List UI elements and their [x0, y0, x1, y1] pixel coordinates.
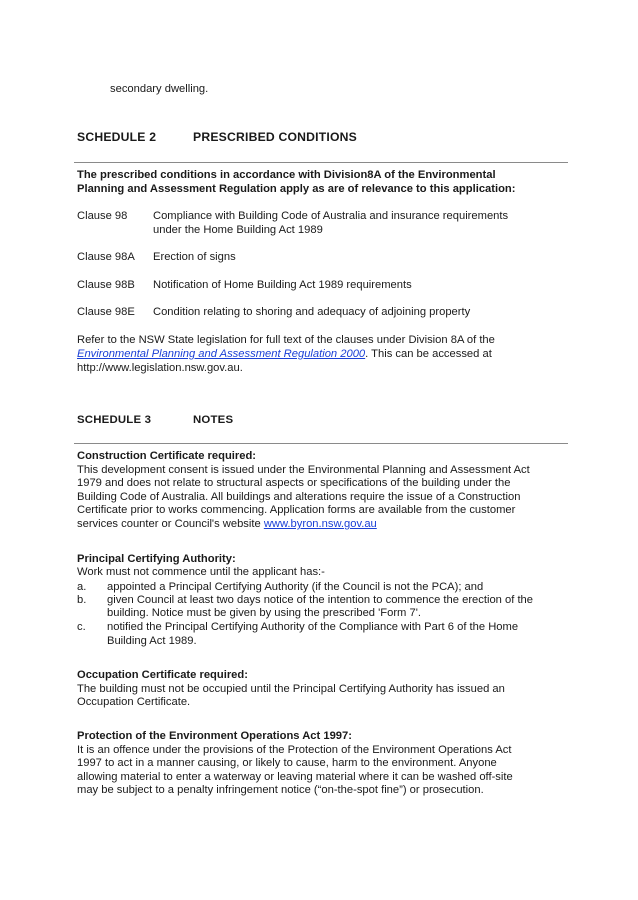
- list-marker: c.: [77, 621, 86, 633]
- clause-number: Clause 98B: [77, 279, 135, 291]
- schedule-3-number: SCHEDULE 3: [77, 414, 152, 426]
- clause-text: under the Home Building Act 1989: [153, 224, 323, 236]
- pca-heading: Principal Certifying Authority:: [77, 553, 236, 565]
- schedule-2-number: SCHEDULE 2: [77, 130, 157, 144]
- clause-text: Erection of signs: [153, 251, 236, 263]
- clause-number: Clause 98: [77, 210, 128, 222]
- council-website-link[interactable]: www.byron.nsw.gov.au: [263, 518, 377, 530]
- clause-text: Condition relating to shoring and adequacy of adjoining property: [153, 306, 471, 318]
- list-marker: a.: [77, 581, 87, 593]
- refer-text-suffix: . This can be accessed at: [365, 348, 492, 360]
- construction-line: 1979 and does not relate to structural aspects or specifications of the building under the: [77, 477, 511, 489]
- occupation-line: The building must not be occupied until the Principal Certifying Authority has issued an: [77, 683, 505, 695]
- clause-text: Compliance with Building Code of Australia and insurance requirements: [153, 210, 509, 222]
- refer-text-line2: [77, 347, 492, 361]
- list-item-text: given Council at least two days notice of the intention to commence the erection of the: [107, 594, 533, 606]
- list-item-text: appointed a Principal Certifying Authority (if the Council is not the PCA); and: [107, 581, 484, 593]
- schedule-3-title: NOTES: [193, 414, 234, 426]
- construction-line: Building Code of Australia. All buildings and alterations require the issue of a Construction: [77, 491, 521, 503]
- schedule-2-title: PRESCRIBED CONDITIONS: [193, 130, 358, 144]
- construction-heading: Construction Certificate required:: [77, 450, 257, 462]
- regulation-link[interactable]: Environmental Planning and Assessment Regulation 2000: [77, 348, 366, 360]
- clause-number: Clause 98A: [77, 251, 135, 263]
- schedule-2-intro-line1: The prescribed conditions in accordance with Division8A of the Environmental: [77, 169, 496, 181]
- schedule-2-rule: [74, 162, 568, 163]
- protection-heading: Protection of the Environment Operations Act 1997:: [77, 730, 352, 742]
- occupation-heading: Occupation Certificate required:: [77, 669, 248, 681]
- clause-number: Clause 98E: [77, 306, 135, 318]
- list-marker: b.: [77, 594, 87, 606]
- schedule-3-rule: [74, 443, 568, 444]
- refer-text-line3: http://www.legislation.nsw.gov.au.: [77, 362, 243, 374]
- construction-line: Certificate prior to works commencing. Application forms are available from the customer: [77, 504, 516, 516]
- list-item-text: building. Notice must be given by using the prescribed 'Form 7'.: [107, 607, 421, 619]
- refer-text-line1: Refer to the NSW State legislation for full text of the clauses under Division 8A of the: [77, 334, 495, 346]
- schedule-2-intro-line2: Planning and Assessment Regulation apply as are of relevance to this application:: [77, 183, 516, 195]
- list-item-text: Building Act 1989.: [107, 635, 197, 647]
- clause-text: Notification of Home Building Act 1989 requirements: [153, 279, 412, 291]
- protection-line: 1997 to act in a manner causing, or likely to cause, harm to the environment. Anyone: [77, 757, 497, 769]
- construction-line: This development consent is issued under the Environmental Planning and Assessment Act: [77, 464, 530, 476]
- protection-line: It is an offence under the provisions of the Protection of the Environment Operations Act: [77, 744, 512, 756]
- occupation-line: Occupation Certificate.: [77, 696, 191, 708]
- continuation-text: secondary dwelling.: [110, 83, 209, 95]
- pca-intro: Work must not commence until the applicant has:-: [77, 566, 325, 578]
- protection-line: allowing material to enter a waterway or leaving material where it can be washed off-site: [77, 771, 513, 783]
- protection-line: may be subject to a penalty infringement notice (“on-the-spot fine”) or prosecution.: [77, 784, 484, 796]
- construction-line-prefix: services counter or Council's website: [77, 518, 264, 530]
- list-item-text: notified the Principal Certifying Authority of the Compliance with Part 6 of the Home: [107, 621, 519, 633]
- construction-line: [77, 517, 377, 531]
